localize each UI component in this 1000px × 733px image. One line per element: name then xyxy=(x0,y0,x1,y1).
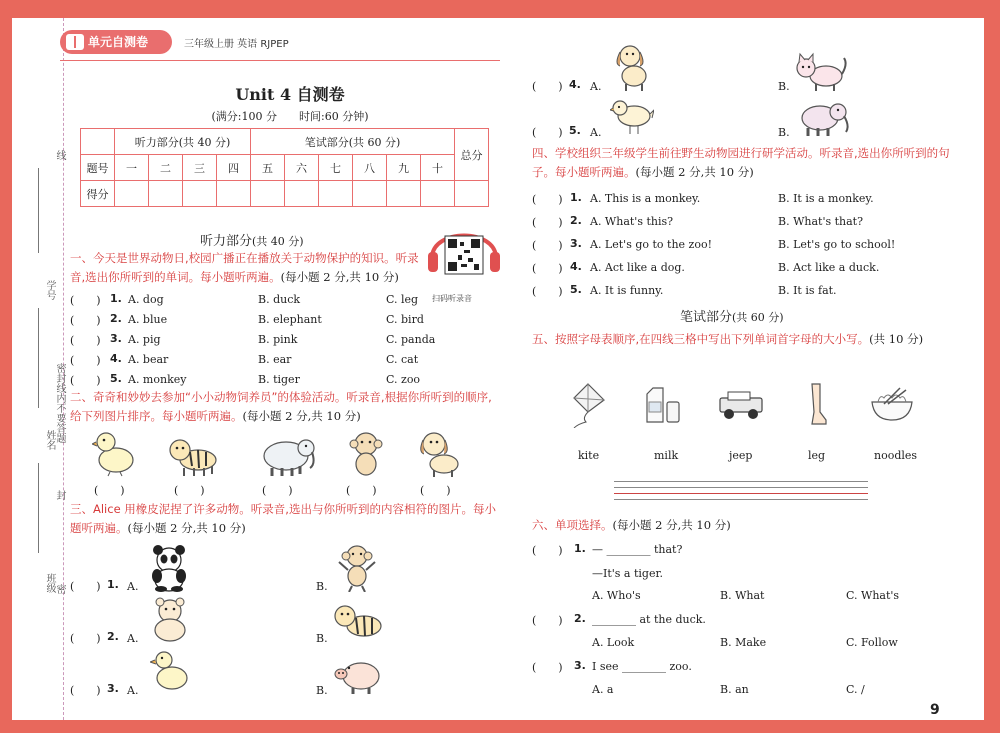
score-table-writing: 笔试部分(共 60 分) xyxy=(251,129,455,155)
q6-option-c[interactable]: C. What's xyxy=(846,589,900,602)
q3-prompt-text: 三、Alice 用橡皮泥捏了许多动物。听录音,选出与你所听到的内容相符的图片。每小题听两遍。 xyxy=(70,502,496,535)
q4-option-a[interactable]: A. This is a monkey. xyxy=(590,192,701,205)
elephant-picture[interactable] xyxy=(796,98,852,138)
q6-option-a[interactable]: A. a xyxy=(592,683,614,696)
q3-answer-paren[interactable]: ( ) xyxy=(532,126,563,139)
q6-stem: I see ________ zoo. xyxy=(592,660,692,673)
q5-word: noodles xyxy=(874,449,918,462)
q2-prompt xyxy=(70,388,498,426)
four-line-grid[interactable] xyxy=(614,487,868,488)
four-line-grid[interactable] xyxy=(614,499,868,500)
score-table-cell[interactable] xyxy=(387,181,421,207)
q1-option-c[interactable]: C. bird xyxy=(386,313,424,326)
writing-section-title: 笔试部分 xyxy=(680,310,733,325)
q1-item-number: 3. xyxy=(110,332,122,345)
q2-order-blank[interactable]: ( ) xyxy=(420,484,451,497)
page-title: Unit 4 自测卷 xyxy=(235,85,345,104)
binding-xuehao: 学号 xyxy=(44,280,55,300)
q3-answer-paren[interactable]: ( ) xyxy=(532,80,563,93)
q1-answer-paren[interactable]: ( ) xyxy=(70,374,101,387)
q4-item-number: 5. xyxy=(570,283,582,296)
q3-prompt xyxy=(70,500,498,538)
q1-answer-paren[interactable]: ( ) xyxy=(70,314,101,327)
q1-answer-paren[interactable]: ( ) xyxy=(70,334,101,347)
q1-prompt xyxy=(70,249,430,287)
q3-answer-paren[interactable]: ( ) xyxy=(70,684,101,697)
q1-option-b[interactable]: B. ear xyxy=(258,353,292,366)
q5-prompt-text: 五、按照字母表顺序,在四线三格中写出下列单词首字母的大小写。 xyxy=(532,332,870,346)
score-table-cell[interactable] xyxy=(353,181,387,207)
header-badge xyxy=(60,30,172,54)
binding-mi: 密 xyxy=(54,584,65,594)
q6-answer-paren[interactable]: ( ) xyxy=(532,614,563,627)
duck-picture[interactable] xyxy=(150,648,190,694)
q3-option-a[interactable]: A. xyxy=(590,126,602,139)
score-table-col-label: 二 xyxy=(149,155,183,181)
q3-option-b[interactable]: B. xyxy=(316,632,328,645)
q6-option-b[interactable]: B. Make xyxy=(720,636,767,649)
q1-option-a[interactable]: A. bear xyxy=(128,353,169,366)
score-table-cell[interactable] xyxy=(421,181,455,207)
q6-option-a[interactable]: A. Who's xyxy=(592,589,641,602)
listening-section-points: (共 40 分) xyxy=(252,235,304,248)
q2-prompt-text: 二、奇奇和妙妙去参加“小小动物饲养员”的体验活动。听录音,根据你所听到的顺序,给下列图片排序。每小题听两遍。 xyxy=(70,390,492,423)
q1-option-c[interactable]: C. cat xyxy=(386,353,419,366)
q4-item-number: 3. xyxy=(570,237,582,250)
jeep-picture xyxy=(716,390,766,420)
page-number: 9 xyxy=(930,702,940,718)
header-badge-label: 单元自测卷 xyxy=(88,35,149,49)
binding-xingming: 姓名 xyxy=(44,430,55,450)
score-table-cell[interactable] xyxy=(183,181,217,207)
four-line-grid[interactable] xyxy=(614,493,868,494)
dog-picture[interactable] xyxy=(610,42,654,92)
q4-option-a[interactable]: A. Act like a dog. xyxy=(590,261,685,274)
listening-section-title: 听力部分 xyxy=(200,234,253,249)
q6-answer-paren[interactable]: ( ) xyxy=(532,661,563,674)
q1-points: (每小题 2 分,共 10 分) xyxy=(280,270,399,284)
q6-item-number: 1. xyxy=(574,542,586,555)
score-table-tihao: 题号 xyxy=(81,155,115,181)
writing-section-points: (共 60 分) xyxy=(732,311,784,324)
q4-option-b[interactable]: B. Let's go to school! xyxy=(778,238,896,251)
q1-answer-paren[interactable]: ( ) xyxy=(70,294,101,307)
q3-answer-paren[interactable]: ( ) xyxy=(70,580,101,593)
binding-feng: 封 xyxy=(54,490,65,500)
noodles-picture xyxy=(870,386,914,424)
q4-option-a[interactable]: A. It is funny. xyxy=(590,284,664,297)
q3-option-b[interactable]: B. xyxy=(316,580,328,593)
q3-option-a[interactable]: A. xyxy=(127,632,139,645)
q6-item-number: 3. xyxy=(574,659,586,672)
q4-option-b[interactable]: B. It is a monkey. xyxy=(778,192,874,205)
score-table-col-label: 九 xyxy=(387,155,421,181)
q3-option-a[interactable]: A. xyxy=(127,684,139,697)
monkey-picture xyxy=(345,430,387,478)
score-table xyxy=(80,128,489,207)
q5-word: milk xyxy=(654,449,679,462)
writing-section-header xyxy=(680,306,784,325)
q1-option-c[interactable]: C. zoo xyxy=(386,373,421,386)
q3-option-a[interactable]: A. xyxy=(590,80,602,93)
cat-picture[interactable] xyxy=(792,52,848,92)
q1-option-a[interactable]: A. dog xyxy=(128,293,164,306)
milk-picture xyxy=(643,384,683,424)
q1-option-a[interactable]: A. blue xyxy=(128,313,168,326)
listening-section-header xyxy=(200,230,304,249)
q1-item-number: 1. xyxy=(110,292,122,305)
q1-item-number: 4. xyxy=(110,352,122,365)
q4-prompt xyxy=(532,144,962,182)
panda-picture[interactable] xyxy=(147,544,191,592)
q4-points: (每小题 2 分,共 10 分) xyxy=(635,165,754,179)
score-table-cell[interactable] xyxy=(251,181,285,207)
binding-note: 密封线内不要答题 xyxy=(54,363,65,443)
monkey-picture[interactable] xyxy=(335,542,379,592)
q1-option-b[interactable]: B. duck xyxy=(258,293,301,306)
q3-option-a[interactable]: A. xyxy=(127,580,139,593)
q3-option-b[interactable]: B. xyxy=(778,80,790,93)
q2-points: (每小题 2 分,共 10 分) xyxy=(242,409,361,423)
tiger-picture[interactable] xyxy=(332,602,384,642)
binding-banji: 班级 xyxy=(44,573,55,593)
q2-order-blank[interactable]: ( ) xyxy=(262,484,293,497)
q2-order-blank[interactable]: ( ) xyxy=(94,484,125,497)
q5-points: (共 10 分) xyxy=(869,332,924,346)
q4-item-number: 2. xyxy=(570,214,582,227)
q4-option-b[interactable]: B. It is fat. xyxy=(778,284,837,297)
exam-meta: (满分:100 分 时间:60 分钟) xyxy=(211,110,369,123)
score-table-cell[interactable] xyxy=(149,181,183,207)
bird-picture[interactable] xyxy=(610,96,654,136)
q3-item-number: 5. xyxy=(569,124,581,137)
binding-line xyxy=(38,308,39,408)
score-table-cell[interactable] xyxy=(285,181,319,207)
header-divider xyxy=(60,60,500,61)
score-table-corner xyxy=(81,129,115,155)
q3-option-b[interactable]: B. xyxy=(778,126,790,139)
duck-picture xyxy=(92,428,136,478)
q6-stem-reply: —It's a tiger. xyxy=(592,567,664,580)
binding-xian: 线 xyxy=(54,150,65,160)
q1-item-number: 5. xyxy=(110,372,122,385)
q1-option-c[interactable]: C. panda xyxy=(386,333,436,346)
q6-option-b[interactable]: B. What xyxy=(720,589,765,602)
q4-answer-paren[interactable]: ( ) xyxy=(532,193,563,206)
q6-answer-paren[interactable]: ( ) xyxy=(532,544,563,557)
score-table-defen: 得分 xyxy=(81,181,115,207)
q4-answer-paren[interactable]: ( ) xyxy=(532,239,563,252)
score-table-col-label: 七 xyxy=(319,155,353,181)
q6-stem: ________ at the duck. xyxy=(592,613,706,626)
q3-item-number: 3. xyxy=(107,682,119,695)
q3-item-number: 4. xyxy=(569,78,581,91)
q1-prompt-text: 一、今天是世界动物日,校园广播正在播放关于动物保护的知识。听录音,选出你所听到的单词。每小题听两遍。 xyxy=(70,251,419,284)
q1-option-b[interactable]: B. pink xyxy=(258,333,298,346)
score-table-cell[interactable] xyxy=(319,181,353,207)
q6-option-c[interactable]: C. / xyxy=(846,683,865,696)
q5-word: kite xyxy=(578,449,600,462)
q4-option-b[interactable]: B. Act like a duck. xyxy=(778,261,880,274)
q6-stem: — ________ that? xyxy=(592,543,683,556)
q6-option-a[interactable]: A. Look xyxy=(592,636,635,649)
q6-item-number: 2. xyxy=(574,612,586,625)
score-table-col-label: 六 xyxy=(285,155,319,181)
q1-option-c[interactable]: C. leg xyxy=(386,293,419,306)
binding-strip xyxy=(12,18,64,720)
q4-option-a[interactable]: A. What's this? xyxy=(590,215,674,228)
tiger-picture xyxy=(166,432,220,478)
binding-line xyxy=(38,463,39,553)
q4-answer-paren[interactable]: ( ) xyxy=(532,262,563,275)
q5-prompt xyxy=(532,330,962,349)
q4-item-number: 4. xyxy=(570,260,582,273)
dog-picture xyxy=(416,430,464,478)
q1-option-b[interactable]: B. elephant xyxy=(258,313,322,326)
q6-points: (每小题 2 分,共 10 分) xyxy=(612,518,731,532)
score-table-cell[interactable] xyxy=(115,181,149,207)
qr-caption: 扫码听录音 xyxy=(432,294,472,303)
q6-option-b[interactable]: B. an xyxy=(720,683,749,696)
pig-picture[interactable] xyxy=(333,654,383,694)
q2-order-blank[interactable]: ( ) xyxy=(346,484,377,497)
score-table-col-label: 一 xyxy=(115,155,149,181)
score-table-cell[interactable] xyxy=(217,181,251,207)
four-line-grid[interactable] xyxy=(614,481,868,482)
q2-order-blank[interactable]: ( ) xyxy=(174,484,205,497)
q4-answer-paren[interactable]: ( ) xyxy=(532,285,563,298)
q1-item-number: 2. xyxy=(110,312,122,325)
q4-item-number: 1. xyxy=(570,191,582,204)
q4-option-b[interactable]: B. What's that? xyxy=(778,215,863,228)
score-table-col-label: 五 xyxy=(251,155,285,181)
q3-item-number: 1. xyxy=(107,578,119,591)
q1-option-a[interactable]: A. pig xyxy=(128,333,161,346)
q5-word: leg xyxy=(808,449,826,462)
q1-option-a[interactable]: A. monkey xyxy=(128,373,187,386)
binding-line xyxy=(38,168,39,253)
score-table-col-label: 十 xyxy=(421,155,455,181)
score-table-col-label: 四 xyxy=(217,155,251,181)
kite-picture xyxy=(568,382,608,428)
leg-picture xyxy=(806,382,828,426)
header-subtitle: 三年级上册 英语 RJPEP xyxy=(184,39,289,50)
q3-option-b[interactable]: B. xyxy=(316,684,328,697)
score-table-col-label: 八 xyxy=(353,155,387,181)
q3-answer-paren[interactable]: ( ) xyxy=(70,632,101,645)
elephant-picture xyxy=(250,434,316,478)
q6-prompt-text: 六、单项选择。 xyxy=(532,518,613,532)
q1-answer-paren[interactable]: ( ) xyxy=(70,354,101,367)
q4-option-a[interactable]: A. Let's go to the zoo! xyxy=(590,238,713,251)
q6-prompt xyxy=(532,516,731,535)
book-icon xyxy=(66,34,84,50)
score-table-total-cell[interactable] xyxy=(455,181,489,207)
q1-option-b[interactable]: B. tiger xyxy=(258,373,300,386)
q3-points: (每小题 2 分,共 10 分) xyxy=(127,521,246,535)
q4-answer-paren[interactable]: ( ) xyxy=(532,216,563,229)
q3-item-number: 2. xyxy=(107,630,119,643)
q5-word: jeep xyxy=(729,449,753,462)
q4-prompt-text: 四、学校组织三年级学生前往野生动物园进行研学活动。听录音,选出你所听到的句子。每小题听两遍。 xyxy=(532,146,950,179)
score-table-col-label: 三 xyxy=(183,155,217,181)
qr-code-icon[interactable] xyxy=(428,222,500,288)
score-table-total: 总分 xyxy=(455,129,489,181)
score-table-listening: 听力部分(共 40 分) xyxy=(115,129,251,155)
q6-option-c[interactable]: C. Follow xyxy=(846,636,898,649)
bear-picture[interactable] xyxy=(147,596,193,642)
